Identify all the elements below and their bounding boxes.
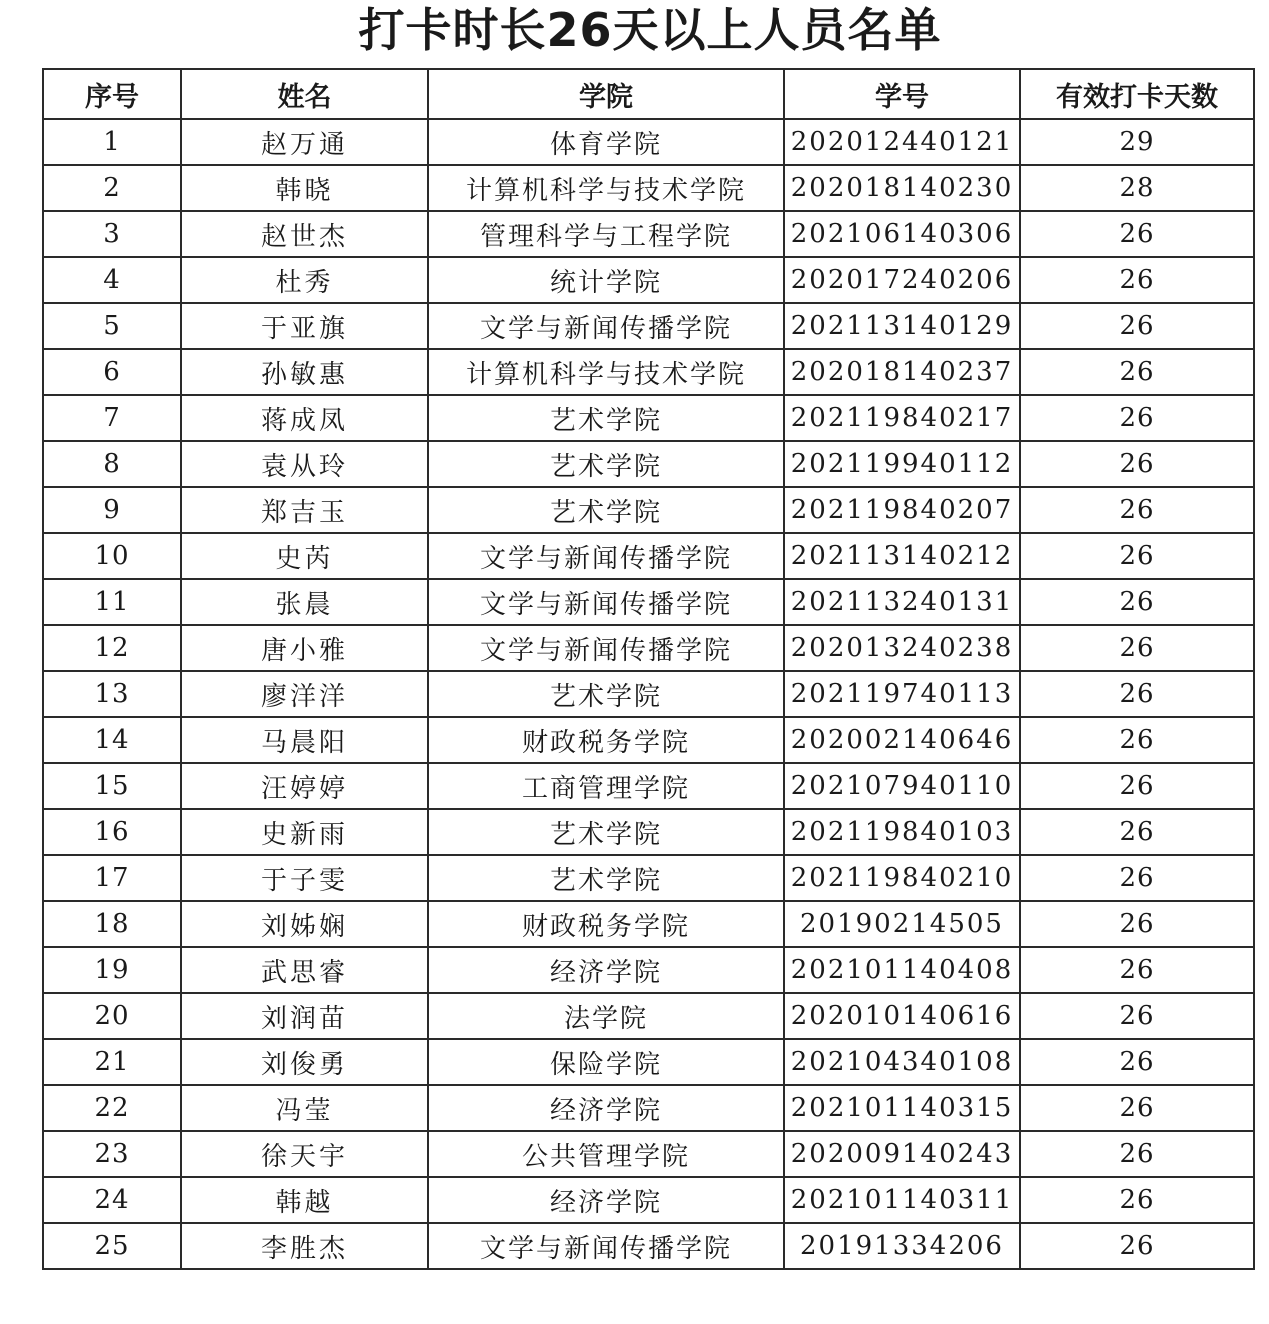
cell-student-id: 202119940112: [784, 441, 1020, 487]
cell-student-id: 202017240206: [784, 257, 1020, 303]
cell-name: 于亚旗: [181, 303, 428, 349]
cell-days: 26: [1020, 257, 1254, 303]
cell-student-id: 202113140212: [784, 533, 1020, 579]
cell-index: 4: [43, 257, 181, 303]
cell-college: 文学与新闻传播学院: [428, 625, 784, 671]
cell-college: 经济学院: [428, 1085, 784, 1131]
cell-student-id: 202113140129: [784, 303, 1020, 349]
table-row: [43, 1223, 1254, 1269]
cell-index: 1: [43, 119, 181, 165]
cell-index: 8: [43, 441, 181, 487]
cell-days: 28: [1020, 165, 1254, 211]
table-row: [43, 257, 1254, 303]
cell-student-id: 202101140408: [784, 947, 1020, 993]
cell-college: 财政税务学院: [428, 901, 784, 947]
cell-college: 统计学院: [428, 257, 784, 303]
cell-college: 工商管理学院: [428, 763, 784, 809]
cell-index: 10: [43, 533, 181, 579]
cell-days: 26: [1020, 1085, 1254, 1131]
cell-name: 杜秀: [181, 257, 428, 303]
cell-name: 武思睿: [181, 947, 428, 993]
cell-days: 26: [1020, 1223, 1254, 1269]
table-row: [43, 809, 1254, 855]
cell-index: 20: [43, 993, 181, 1039]
cell-index: 12: [43, 625, 181, 671]
cell-student-id: 202107940110: [784, 763, 1020, 809]
cell-college: 计算机科学与技术学院: [428, 165, 784, 211]
cell-name: 唐小雅: [181, 625, 428, 671]
table-row: [43, 395, 1254, 441]
cell-days: 29: [1020, 119, 1254, 165]
cell-student-id: 202012440121: [784, 119, 1020, 165]
cell-student-id: 202101140315: [784, 1085, 1020, 1131]
cell-days: 26: [1020, 211, 1254, 257]
cell-index: 17: [43, 855, 181, 901]
table-row: [43, 1085, 1254, 1131]
cell-days: 26: [1020, 395, 1254, 441]
cell-days: 26: [1020, 441, 1254, 487]
cell-index: 25: [43, 1223, 181, 1269]
cell-name: 史芮: [181, 533, 428, 579]
cell-student-id: 202106140306: [784, 211, 1020, 257]
header-index: 序号: [43, 69, 181, 119]
table-row: [43, 993, 1254, 1039]
cell-index: 19: [43, 947, 181, 993]
header-row: [43, 69, 1254, 119]
cell-index: 21: [43, 1039, 181, 1085]
cell-student-id: 202119840210: [784, 855, 1020, 901]
cell-index: 5: [43, 303, 181, 349]
cell-name: 史新雨: [181, 809, 428, 855]
cell-days: 26: [1020, 533, 1254, 579]
cell-student-id: 202009140243: [784, 1131, 1020, 1177]
cell-college: 艺术学院: [428, 671, 784, 717]
cell-name: 刘姊娴: [181, 901, 428, 947]
cell-student-id: 202119840207: [784, 487, 1020, 533]
page-title: 打卡时长26天以上人员名单: [358, 3, 942, 57]
table-row: [43, 487, 1254, 533]
cell-index: 13: [43, 671, 181, 717]
cell-index: 2: [43, 165, 181, 211]
cell-college: 艺术学院: [428, 441, 784, 487]
cell-name: 袁从玲: [181, 441, 428, 487]
cell-name: 李胜杰: [181, 1223, 428, 1269]
cell-student-id: 202013240238: [784, 625, 1020, 671]
cell-student-id: 202101140311: [784, 1177, 1020, 1223]
table-row: [43, 671, 1254, 717]
header-days: 有效打卡天数: [1020, 69, 1254, 119]
table-row: [43, 763, 1254, 809]
cell-student-id: 202002140646: [784, 717, 1020, 763]
cell-student-id: 202018140237: [784, 349, 1020, 395]
cell-days: 26: [1020, 809, 1254, 855]
cell-name: 蒋成凤: [181, 395, 428, 441]
table-row: [43, 211, 1254, 257]
cell-student-id: 202104340108: [784, 1039, 1020, 1085]
cell-college: 经济学院: [428, 947, 784, 993]
cell-name: 于子雯: [181, 855, 428, 901]
cell-name: 马晨阳: [181, 717, 428, 763]
header-student-id: 学号: [784, 69, 1020, 119]
cell-student-id: 202010140616: [784, 993, 1020, 1039]
cell-days: 26: [1020, 1131, 1254, 1177]
cell-days: 26: [1020, 901, 1254, 947]
cell-index: 7: [43, 395, 181, 441]
cell-name: 刘润苗: [181, 993, 428, 1039]
cell-college: 经济学院: [428, 1177, 784, 1223]
cell-days: 26: [1020, 855, 1254, 901]
cell-index: 11: [43, 579, 181, 625]
cell-name: 韩晓: [181, 165, 428, 211]
cell-name: 汪婷婷: [181, 763, 428, 809]
cell-index: 24: [43, 1177, 181, 1223]
cell-name: 徐天宇: [181, 1131, 428, 1177]
cell-college: 文学与新闻传播学院: [428, 303, 784, 349]
cell-college: 管理科学与工程学院: [428, 211, 784, 257]
cell-college: 保险学院: [428, 1039, 784, 1085]
table-row: [43, 119, 1254, 165]
cell-student-id: 202119840217: [784, 395, 1020, 441]
table-row: [43, 1131, 1254, 1177]
cell-days: 26: [1020, 487, 1254, 533]
cell-days: 26: [1020, 625, 1254, 671]
cell-index: 6: [43, 349, 181, 395]
cell-college: 财政税务学院: [428, 717, 784, 763]
table-row: [43, 441, 1254, 487]
cell-college: 艺术学院: [428, 809, 784, 855]
cell-college: 艺术学院: [428, 395, 784, 441]
cell-student-id: 20190214505: [784, 901, 1020, 947]
cell-days: 26: [1020, 993, 1254, 1039]
cell-college: 艺术学院: [428, 487, 784, 533]
cell-days: 26: [1020, 303, 1254, 349]
table-row: [43, 579, 1254, 625]
cell-name: 廖洋洋: [181, 671, 428, 717]
cell-college: 体育学院: [428, 119, 784, 165]
cell-college: 文学与新闻传播学院: [428, 579, 784, 625]
cell-index: 22: [43, 1085, 181, 1131]
cell-college: 文学与新闻传播学院: [428, 533, 784, 579]
table-row: [43, 533, 1254, 579]
cell-name: 刘俊勇: [181, 1039, 428, 1085]
cell-name: 孙敏惠: [181, 349, 428, 395]
roster-table: [42, 68, 1255, 1270]
table-row: [43, 1177, 1254, 1223]
table-row: [43, 625, 1254, 671]
cell-student-id: 202018140230: [784, 165, 1020, 211]
table-row: [43, 349, 1254, 395]
table-row: [43, 165, 1254, 211]
cell-student-id: 202113240131: [784, 579, 1020, 625]
cell-name: 郑吉玉: [181, 487, 428, 533]
cell-days: 26: [1020, 717, 1254, 763]
cell-days: 26: [1020, 579, 1254, 625]
table-row: [43, 855, 1254, 901]
cell-name: 赵世杰: [181, 211, 428, 257]
cell-student-id: 202119740113: [784, 671, 1020, 717]
table-row: [43, 303, 1254, 349]
cell-days: 26: [1020, 1039, 1254, 1085]
cell-index: 15: [43, 763, 181, 809]
cell-days: 26: [1020, 947, 1254, 993]
cell-index: 9: [43, 487, 181, 533]
cell-name: 赵万通: [181, 119, 428, 165]
cell-name: 张晨: [181, 579, 428, 625]
cell-index: 18: [43, 901, 181, 947]
cell-name: 冯莹: [181, 1085, 428, 1131]
table-row: [43, 947, 1254, 993]
cell-index: 16: [43, 809, 181, 855]
cell-student-id: 20191334206: [784, 1223, 1020, 1269]
header-name: 姓名: [181, 69, 428, 119]
table-row: [43, 717, 1254, 763]
cell-index: 14: [43, 717, 181, 763]
cell-college: 公共管理学院: [428, 1131, 784, 1177]
cell-name: 韩越: [181, 1177, 428, 1223]
cell-college: 法学院: [428, 993, 784, 1039]
cell-days: 26: [1020, 763, 1254, 809]
table-row: [43, 901, 1254, 947]
table-row: [43, 1039, 1254, 1085]
roster-body: [43, 119, 1254, 1269]
cell-college: 计算机科学与技术学院: [428, 349, 784, 395]
cell-index: 23: [43, 1131, 181, 1177]
header-college: 学院: [428, 69, 784, 119]
cell-student-id: 202119840103: [784, 809, 1020, 855]
cell-days: 26: [1020, 1177, 1254, 1223]
cell-college: 艺术学院: [428, 855, 784, 901]
cell-days: 26: [1020, 671, 1254, 717]
cell-days: 26: [1020, 349, 1254, 395]
cell-index: 3: [43, 211, 181, 257]
cell-college: 文学与新闻传播学院: [428, 1223, 784, 1269]
